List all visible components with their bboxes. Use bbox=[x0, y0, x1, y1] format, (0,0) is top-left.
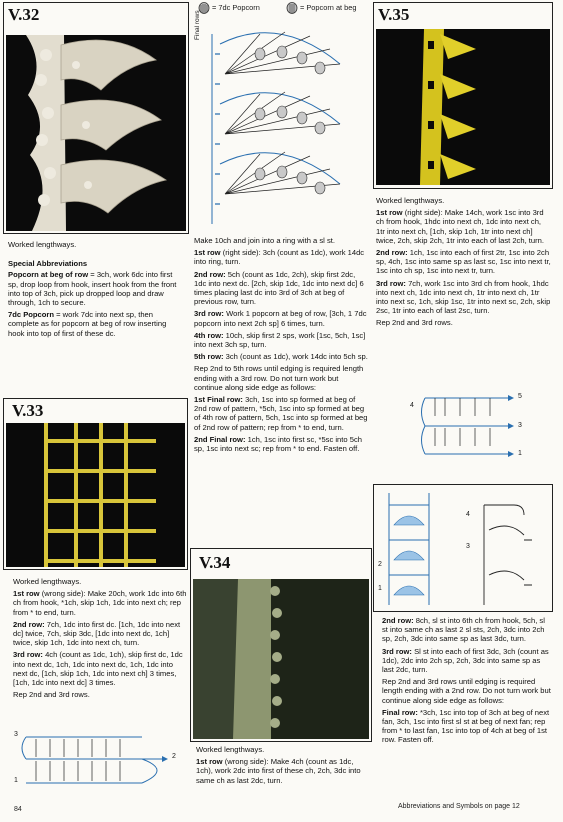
v32b-r1-text: (right side): 3ch (count as 1dc), work 14dc into ring, turn. bbox=[194, 248, 365, 267]
v36-r3-label: 3rd row: bbox=[382, 646, 412, 656]
v34-lace-photo bbox=[193, 579, 369, 739]
v36-chart-drawing bbox=[374, 485, 552, 611]
v35-intro: Worked lengthways. bbox=[376, 196, 445, 205]
v33-title: V.33 bbox=[12, 401, 44, 420]
v32-lace-illustration bbox=[6, 35, 186, 231]
v33-repeat: Rep 2nd and 3rd rows. bbox=[13, 690, 90, 700]
v33-r2-text: 7ch, 1dc into first dc. [1ch, 1dc into next dc] twice, 7ch, skip 3dc, [1dc into next dc, 1ch] twice, skip 1ch, 1dc into next ch, turn. bbox=[13, 619, 181, 648]
v35-chart-num-4: 4 bbox=[410, 402, 414, 409]
v33-r3-label: 3rd row: bbox=[13, 650, 43, 660]
v32b-intro: Make 10ch and join into a ring with a sl st. bbox=[194, 236, 335, 245]
v35-title: V.35 bbox=[378, 5, 410, 24]
v33-r1-text: (wrong side): Make 20ch, work 1dc into 6th ch from hook, *1ch, skip 1ch, 1dc into next ch; rep from * to end, turn. bbox=[13, 589, 187, 617]
v36-r3-text: Sl st into each of first 3dc, 3ch (count as 1dc), 2dc into 2ch sp, 2ch, 3dc into same sp as last 2dc, turn. bbox=[382, 646, 549, 675]
v32-popcorn-beg-def: = 3ch, work 6dc into first sp, drop loop from hook, insert hook from the front into top of 3ch, pick up dropped loop and draw through, 1ch to secure. bbox=[8, 270, 177, 308]
v34-r1-text: (wrong side): Make 4ch (count as 1dc, 1ch), work 2dc into first of these ch, 2ch, 3dc into same ch as last 2dc, turn. bbox=[196, 757, 361, 785]
v35-instructions bbox=[376, 196, 552, 331]
chart-legend bbox=[190, 2, 368, 24]
v32b-r3-label: 3rd row: bbox=[194, 309, 224, 319]
v36-chart-num-1: 1 bbox=[378, 585, 382, 592]
v35-repeat: Rep 2nd and 3rd rows. bbox=[376, 318, 453, 328]
popcorn-beg-symbol-icon bbox=[286, 2, 298, 14]
v35-panel bbox=[373, 2, 553, 189]
v35-r1-label: 1st row bbox=[376, 208, 403, 218]
v33-lace-photo bbox=[6, 423, 185, 567]
legend-popcorn7: = 7dc Popcorn bbox=[212, 3, 260, 12]
v34-r1-label: 1st row bbox=[196, 757, 223, 767]
v34-intro: Worked lengthways. bbox=[196, 745, 265, 754]
v36-chart-num-4: 4 bbox=[466, 511, 470, 518]
v34-lace-illustration bbox=[193, 579, 369, 739]
v35-r2-label: 2nd row: bbox=[376, 248, 408, 258]
v34-panel bbox=[190, 548, 372, 742]
legend-popcorn-beg: = Popcorn at beg bbox=[300, 3, 357, 12]
v33-chart bbox=[12, 725, 184, 795]
v33-instructions bbox=[13, 577, 187, 702]
abbreviations-reference: Abbreviations and Symbols on page 12 bbox=[398, 803, 520, 810]
v36-final-label: Final row: bbox=[382, 707, 418, 717]
v32b-f1-label: 1st Final row: bbox=[194, 395, 243, 405]
v35-chart-num-5: 5 bbox=[518, 393, 522, 400]
v32b-r2-text: 5ch (count as 1dc, 2ch), skip first 2dc, 1dc into next dc. [2ch, skip 1dc, 1dc into next dc] 6 times placing last dc into 3rd of 3ch at beg of previous row, turn. bbox=[194, 269, 364, 307]
v32b-r3-text: Work 1 popcorn at beg of row, [3ch, 1 7dc popcorn into next 2ch sp] 6 times, turn. bbox=[194, 309, 367, 328]
v34-instructions bbox=[196, 745, 366, 788]
final-rows-label: Final rows bbox=[194, 10, 201, 40]
v33-chart-num-1: 1 bbox=[14, 777, 18, 784]
v32-panel bbox=[3, 2, 189, 234]
v32b-r4-text: 10ch, skip first 2 sps, work [1sc, 5ch, 1sc] into next 3ch sp, turn. bbox=[194, 330, 366, 350]
v32-popcorn7-def: = work 7dc into next sp, then complete as for popcorn at beg of row inserting hook into top of first of these dc. bbox=[8, 310, 167, 338]
v32-popcorn-beg-term: Popcorn at beg of row bbox=[8, 270, 89, 280]
v33-chart-num-3: 3 bbox=[14, 731, 18, 738]
v35-r2-text: 1ch, 1sc into each of first 2tr, 1sc into 2ch sp, 4ch, 1sc into same sp as last sc, 1sc into next tr, 1sc into ch sp, 1sc into next tr, turn. bbox=[376, 248, 551, 276]
v32-crochet-chart bbox=[190, 24, 368, 230]
v35-chart-num-1: 1 bbox=[518, 450, 522, 457]
v33-chart-drawing bbox=[12, 725, 184, 795]
v35-chart-drawing bbox=[400, 388, 530, 474]
v36-chart-num-3: 3 bbox=[466, 543, 470, 550]
v32-chart-area bbox=[190, 2, 368, 230]
v35-r3-label: 3rd row: bbox=[376, 278, 406, 288]
v32-title: V.32 bbox=[8, 5, 40, 24]
v35-lace-photo bbox=[376, 29, 550, 185]
v36-repeat: Rep 2nd and 3rd rows until edging is required length ending with a 2nd row. Do not turn work but continue along side edge as follows: bbox=[382, 677, 551, 705]
v35-r1-text: (right side): Make 14ch, work 1sc into 3rd ch from hook, 1hdc into next ch, 1dc into next ch, 1tr into next ch, [1ch, skip 1ch, 1tr into next ch] twice, 2ch, skip 2ch, 1tr into each of last 2ch, turn. bbox=[376, 208, 544, 245]
v32b-r2-label: 2nd row: bbox=[194, 269, 226, 279]
v35-r3-text: 7ch, work 1sc into 3rd ch from hook, 1hdc into next ch, 1dc into next ch, 1tr into next ch, 1tr into next sc, 1ch, skip 1sc, 1tr into next sc, 2ch, skip 2sc, 1tr into each of last 2sc, turn. bbox=[376, 278, 551, 316]
v32b-r5-label: 5th row: bbox=[194, 352, 224, 362]
v33-r2-label: 2nd row: bbox=[13, 619, 45, 629]
v36-chart-num-2: 2 bbox=[378, 561, 382, 568]
v32b-r5-text: 3ch (count as 1dc), work 14dc into 5ch sp. bbox=[223, 352, 368, 362]
v36-chart-panel bbox=[373, 484, 553, 612]
v33-lace-illustration bbox=[6, 423, 185, 567]
v32b-f1-text: 3ch, 1sc into sp formed at beg of 2nd row of pattern, *5ch, 1sc into sp formed at beg of 4th row of pattern, 5ch, 1sc into sp formed at beg of 2nd row of pattern; rep from * to end, turn. bbox=[194, 395, 368, 432]
v35-lace-illustration bbox=[376, 29, 550, 185]
v35-chart bbox=[400, 388, 530, 474]
v33-r3-text: 4ch (count as 1dc, 1ch), skip first dc, 1dc into next dc, 1ch, 1dc into next dc, 1ch, 1dc into next dc, [1ch, skip 1ch, 1dc into next ch] 3 times, [1ch, 1dc into next dc] 3 times. bbox=[13, 650, 183, 688]
v33-r1-label: 1st row bbox=[13, 589, 40, 599]
v36-r2-text: 8ch, sl st into 6th ch from hook, 5ch, sl st into same ch as last 2 sl sts, 2ch, 3dc into 2ch sp, 2ch, 3dc into same sp as last 3dc, turn. bbox=[382, 616, 545, 644]
page-number: 84 bbox=[14, 806, 22, 813]
v32-popcorn7-term: 7dc Popcorn bbox=[8, 310, 54, 320]
v32-intro: Worked lengthways. bbox=[8, 240, 77, 249]
v32b-r4-label: 4th row: bbox=[194, 330, 224, 340]
v35-chart-num-3: 3 bbox=[518, 422, 522, 429]
v32-row-instructions bbox=[194, 236, 368, 456]
v32b-f2-text: 1ch, 1sc into first sc, *5sc into 5ch sp, 1sc into next sc; rep from * to end. Fasten off. bbox=[194, 434, 362, 454]
v36-r2-label: 2nd row: bbox=[382, 616, 414, 625]
v32b-r1-label: 1st row bbox=[194, 248, 221, 258]
v33-panel bbox=[3, 398, 188, 570]
v34-title: V.34 bbox=[199, 553, 231, 572]
v33-chart-num-2: 2 bbox=[172, 753, 176, 760]
v32-instructions bbox=[8, 240, 184, 341]
v36-instructions bbox=[382, 616, 552, 748]
v33-intro: Worked lengthways. bbox=[13, 577, 82, 586]
v36-final-text: *3ch, 1sc into top of 3ch at beg of next fan, 3ch, 1sc into first sl st at beg of next fan; rep from * to last fan, 1sc into top of 4ch at beg of 1st row. Fasten off. bbox=[382, 707, 550, 745]
v32b-repeat: Rep 2nd to 5th rows until edging is required length ending with a 3rd row. Do not turn work but continue along side edge as follows: bbox=[194, 364, 364, 392]
v32-special-heading: Special Abbreviations bbox=[8, 259, 88, 269]
v32-lace-photo bbox=[6, 35, 186, 231]
v32b-f2-label: 2nd Final row: bbox=[194, 434, 246, 444]
